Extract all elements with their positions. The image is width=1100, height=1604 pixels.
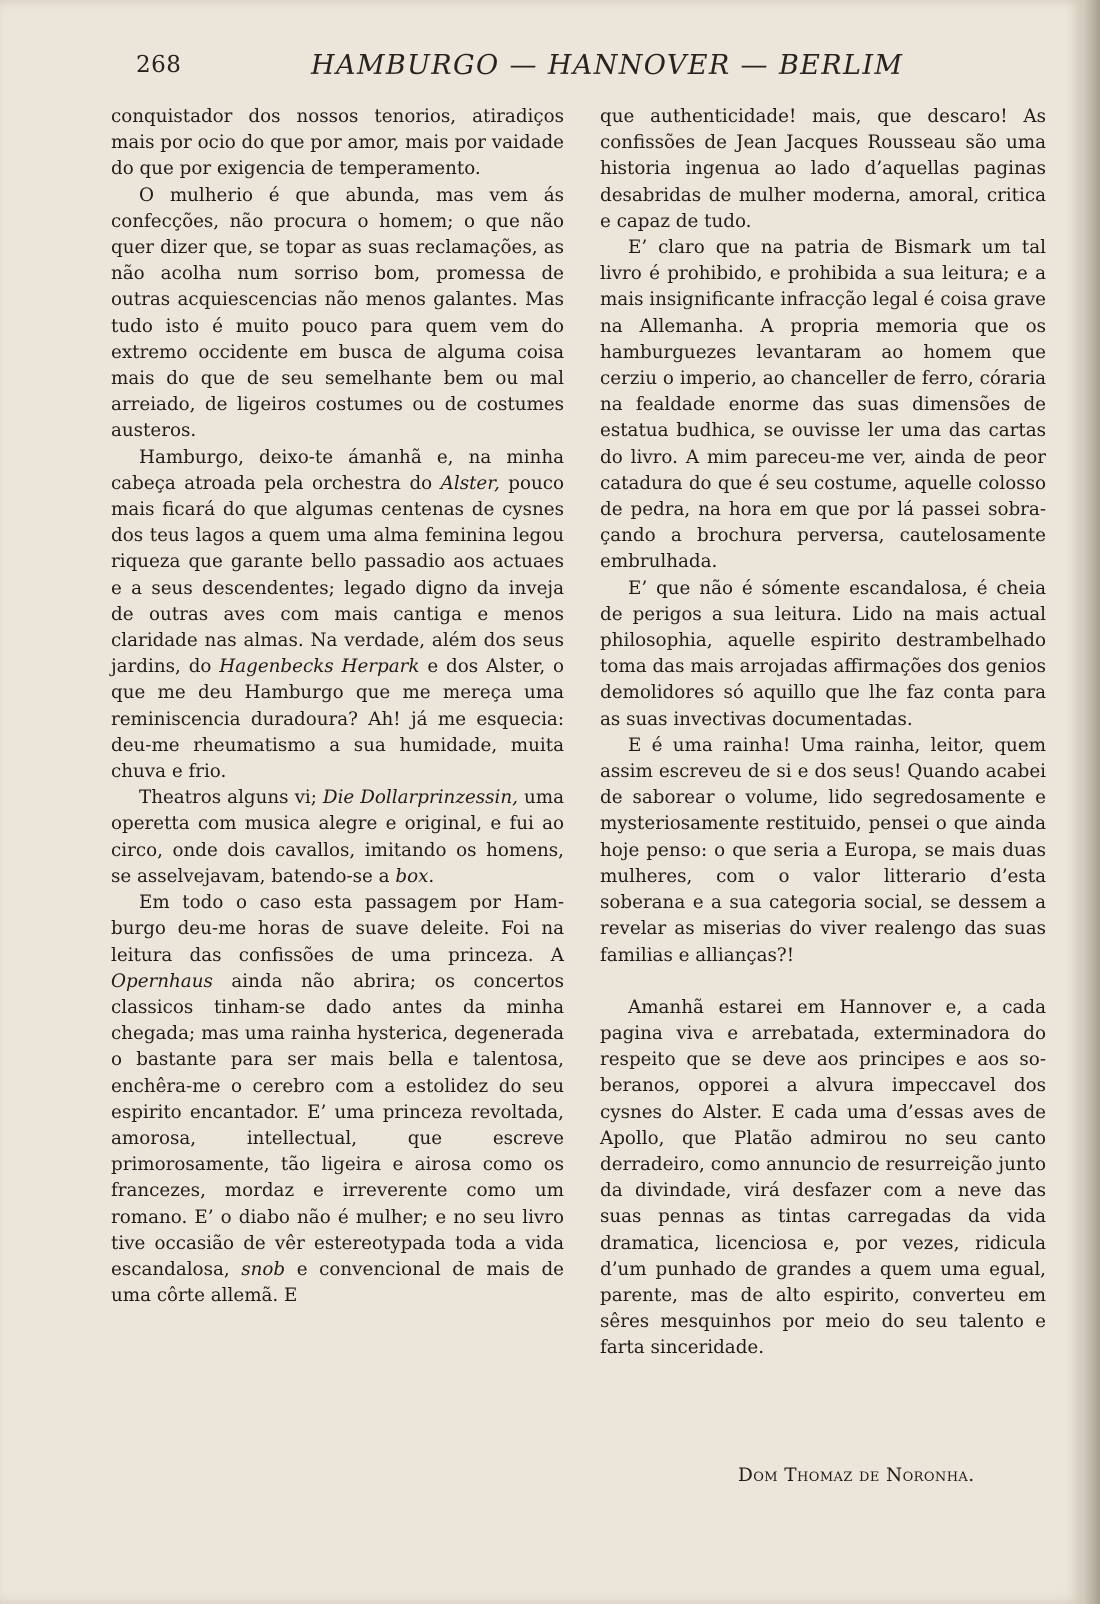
text-run: uma operetta com musica alegre e original, e fui ao circo, onde dois cavallos, imitando os homens, se asselvejavam, batendo-se a: [111, 787, 564, 887]
left-paragraph-4: [111, 785, 564, 890]
text-run: Em todo o caso esta passagem por Hamburgo deu-me horas de suave deleite. Foi na leitura das confissões de uma princeza. A: [111, 892, 564, 966]
italic-alster: Alster,: [440, 472, 500, 494]
left-paragraph-5: [111, 890, 564, 1309]
italic-opernhaus: Opernhaus: [111, 970, 213, 992]
text-run: Theatros alguns vi;: [139, 787, 323, 809]
italic-snob: snob: [241, 1258, 286, 1280]
left-column: [111, 104, 564, 1309]
text-run: pouco mais ficará do que algumas centenas de cysnes dos teus lagos a quem uma alma feminina legou riqueza que garante bello passadio aos actuaes e a seus descendentes; legado digno da inveja de outras aves com mais cantiga e menos claridade nas almas. Na verdade, além dos seus jardins, do: [111, 472, 564, 678]
right-paragraph-1: que authenticidade! mais, que descaro! As confissões de Jean Jacques Rousseau são uma historia ingenua ao lado d’aquellas paginas desabridas de mulher moderna, amoral, critica e capaz de tudo.: [600, 106, 1046, 232]
text-run: ainda não abrira; os concertos classicos tinham-se dado antes da minha chegada; mas uma rainha hysterica, degenerada o bastante para ser mais bella e talentosa, enchêra-me o cerebro com a estolidez do seu espirito encantador. E’ uma princeza revoltada, amorosa, intellectual, que escreve primorosamente, tão ligeira e airosa como os francezes, mordaz e irreverente como um romano. E’ o diabo não é mulher; e no seu livro tive occasião de vêr estereotypada toda a vida escandalosa,: [111, 970, 564, 1280]
right-paragraph-2: E’ claro que na patria de Bismark um tal livro é prohibido, e prohibida a sua leitura; e a mais insignificante infracção legal é coisa grave na Allemanha. A propria memoria que os hamburguezes levantaram ao homem que cerziu o imperio, ao chanceller de ferro, córaria na fealdade enorme das suas dimensões de estatua budhica, se ouvisse ler uma das cartas do livro. A mim pareceu-me ver, ainda de peor catadura do que é seu costume, aquelle colosso de pedra, na hora em que por lá passei sobraçando a brochura perversa, cautelosamente embrulhada.: [600, 237, 1046, 573]
text-run: Hamburgo, deixo-te ámanhã e, na minha cabeça atroada pela orchestra do: [111, 446, 564, 494]
italic-dollarprinzessin: Die Dollarprinzessin,: [322, 787, 518, 809]
right-paragraph-5: Amanhã estarei em Hannover e, a cada pagina viva e arrebatada, exterminadora do respeito que se deve aos principes e aos soberanos, opporei a alvura impeccavel dos cysnes do Alster. E cada uma d’essas aves de Apollo, que Platão admirou no seu canto derradeiro, como annuncio de resurreição junto da divindade, virá desfazer com a neve das suas pennas as tintas carregadas da vida dramatica, licenciosa e, por vezes, ridicula d’um punhado de grandes a quem uma egual, parente, mas de alto espirito, converteu em sêres mesquinhos por meio do seu talento e farta sinceridade.: [600, 996, 1046, 1359]
author-signature: Dom Thomaz de Noronha.: [738, 1465, 975, 1486]
text-run: e dos Alster, o que me deu Hamburgo que me mereça uma reminiscencia duradoura? Ah! já me esquecia: deu-me rheumatismo a sua humidade, muita chuva e frio.: [111, 656, 565, 783]
right-paragraph-3: E’ que não é sómente escandalosa, é cheia de perigos a sua leitura. Lido na mais actual philosophia, aquelle espirito destrambelhado toma das mais arrojadas affirmações dos genios demolidores só aquillo que lhe faz conta para as suas invectivas documentadas.: [600, 577, 1046, 730]
left-paragraph-2: O mulherio é que abunda, mas vem ás confecções, não procura o homem; o que não quer dizer que, se topar as suas reclamações, as não acolha num sorriso bom, promessa de outras acquiescencias não menos galantes. Mas tudo isto é muito pouco para quem vem do extremo occidente em busca de alguma coisa mais do que de seu semelhante bem ou mal arreiado, de ligeiros costumes ou de costumes austeros.: [111, 184, 564, 442]
italic-hagenbecks: Hagenbecks Herpark: [219, 656, 420, 678]
page-edge: [1082, 0, 1100, 1604]
left-paragraph-1: conquistador dos nossos tenorios, atiradiços mais por ocio do que por amor, mais por vaidade do que por exigencia de temperamento.: [111, 106, 564, 180]
text-run: e convencional de mais de uma côrte allemã. E: [111, 1258, 564, 1307]
page-header: [136, 52, 1036, 88]
running-title: HAMBURGO — HANNOVER — BERLIM: [311, 50, 904, 81]
right-paragraph-4: E é uma rainha! Uma rainha, leitor, quem assim escreveu de si e dos seus! Quando acabei de saborear o volume, lido segredosamente e mysteriosamente restituido, pensei o que ainda hoje penso: o que seria a Europa, se mais duas mulheres, com o valor litterario d’esta soberana e a sua categoria social, se dessem a revelar as miserias do viver realengo das suas familias e allianças?!: [600, 734, 1046, 966]
italic-box: box.: [395, 865, 435, 887]
right-column: [600, 104, 1046, 1362]
page-number: 268: [136, 52, 182, 78]
left-paragraph-3: [111, 445, 564, 786]
